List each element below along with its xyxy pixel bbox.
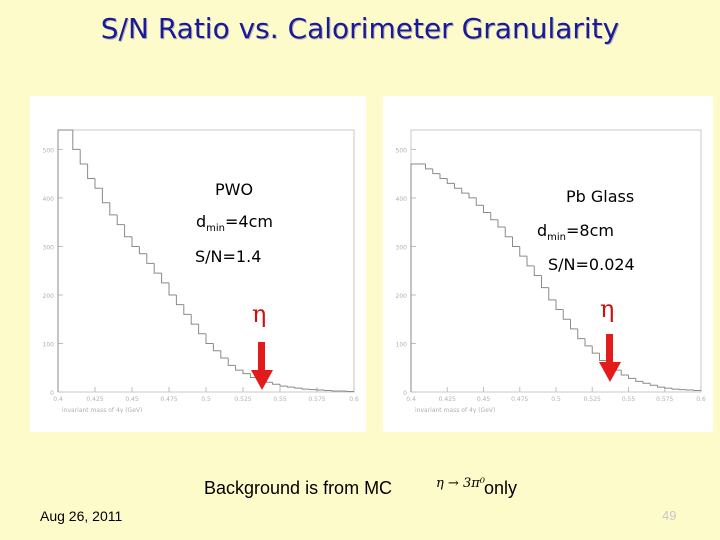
background-note: Background is from MC: [204, 478, 393, 498]
pwo-x-tick-label: 0.475: [160, 396, 178, 403]
pwo-x-tick-label: 0.45: [125, 396, 139, 403]
pb-glass-x-axis-label: invariant mass of 4γ (GeV): [415, 407, 496, 414]
pwo-dmin-prefix: d: [196, 212, 207, 231]
pwo-x-tick-label: 0.575: [308, 396, 326, 403]
pb-glass-dmin: [537, 221, 614, 243]
pb-glass-y-tick-label: 0: [403, 390, 407, 397]
pb-glass-dmin-prefix: d: [537, 221, 548, 240]
background-note-suffix: only: [484, 478, 518, 498]
pwo-y-tick-label: 400: [42, 195, 54, 203]
pb-glass-x-tick-label: 0.6: [696, 396, 706, 403]
pb-glass-label: Pb Glass: [566, 187, 635, 206]
pwo-x-tick-label: 0.6: [349, 396, 359, 403]
pb-glass-y-tick-label: 500: [395, 147, 407, 155]
pb-glass-y-tick-label: 300: [395, 244, 407, 252]
pwo-x-tick-label: 0.525: [234, 396, 252, 403]
slide-number: 49: [662, 508, 677, 523]
pwo-dmin-sub: min: [206, 223, 226, 235]
decay-formula: η → 3π⁰: [436, 476, 485, 491]
slide-title: S/N Ratio vs. Calorimeter Granularity: [100, 12, 620, 45]
pwo-dmin: [196, 212, 273, 234]
pwo-x-tick-label: 0.425: [86, 396, 104, 403]
pwo-x-axis-label: invariant mass of 4γ (GeV): [62, 407, 143, 414]
pb-glass-y-tick-label: 200: [395, 292, 407, 300]
pb-glass-x-tick-label: 0.5: [551, 396, 561, 403]
pwo-y-tick-label: 500: [42, 147, 54, 155]
footer-date: Aug 26, 2011: [40, 508, 123, 524]
pb-glass-arrow-head: [599, 362, 621, 382]
pb-glass-x-tick-label: 0.525: [583, 396, 601, 403]
pb-glass-x-tick-label: 0.45: [476, 396, 491, 403]
pb-glass-x-tick-label: 0.475: [511, 396, 529, 403]
pb-glass-x-tick-label: 0.4: [406, 396, 416, 403]
pb-glass-eta-arrow: [598, 334, 622, 384]
pb-glass-x-tick-label: 0.425: [438, 396, 456, 403]
pwo-arrow-shaft: [258, 342, 265, 370]
pwo-label: PWO: [215, 180, 254, 199]
pwo-sn: S/N=1.4: [195, 247, 262, 266]
pb-glass-sn: S/N=0.024: [548, 255, 635, 274]
pwo-eta-arrow: [250, 342, 274, 392]
pb-glass-dmin-sub: min: [547, 232, 567, 244]
pwo-y-tick-label: 100: [42, 341, 54, 349]
pb-glass-dmin-value: =8cm: [566, 221, 614, 240]
pb-glass-x-tick-label: 0.575: [656, 396, 674, 403]
pwo-eta-label: η: [252, 300, 267, 328]
pwo-x-tick-label: 0.5: [201, 396, 211, 403]
pb-glass-arrow-shaft: [606, 334, 613, 362]
pwo-y-tick-label: 300: [42, 244, 54, 252]
pwo-y-tick-label: 0: [50, 390, 54, 397]
pb-glass-x-tick-label: 0.55: [621, 396, 636, 403]
pb-glass-y-tick-label: 400: [395, 195, 407, 203]
pwo-x-tick-label: 0.55: [273, 396, 287, 403]
pwo-y-tick-label: 200: [42, 292, 54, 300]
pwo-x-tick-label: 0.4: [53, 396, 63, 403]
pb-glass-eta-label: η: [600, 295, 615, 323]
pwo-dmin-value: =4cm: [225, 212, 273, 231]
pwo-arrow-head: [251, 370, 273, 390]
pb-glass-y-tick-label: 100: [395, 341, 407, 349]
